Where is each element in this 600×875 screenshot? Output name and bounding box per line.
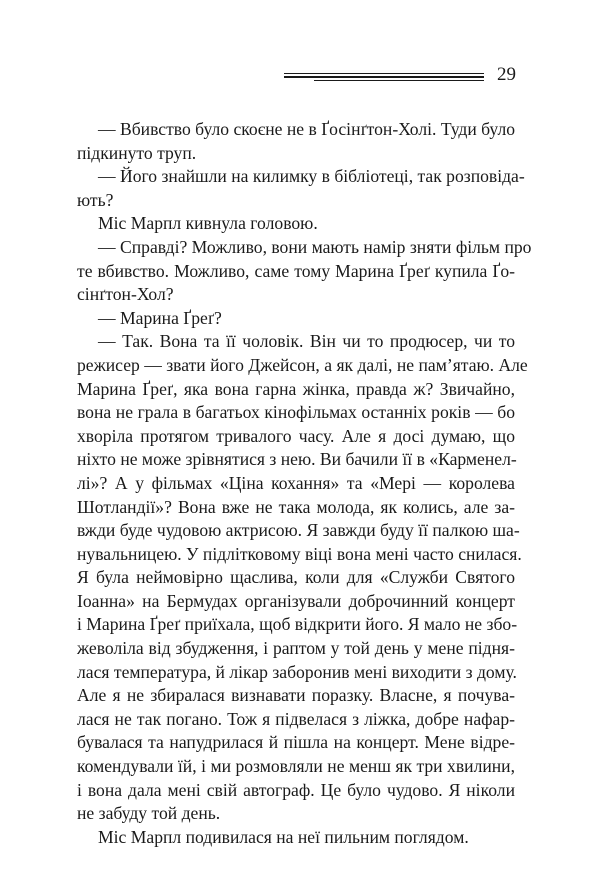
text-line: підкинуто труп. — [77, 142, 197, 163]
text-line: режисер — звати його Джейсон, а як далі, не пам’ятаю. Але — [77, 354, 528, 375]
text-line: — Його знайшли на килимку в бібліотеці, так розповіда- — [98, 166, 525, 187]
text-line: Марина Ґреґ, яка вона гарна жінка, правда ж? Звичайно, — [77, 378, 515, 399]
text-line: Міс Марпл подивилася на неї пильним поглядом. — [98, 826, 469, 847]
text-line: і вона дала мені свій автограф. Це було чудово. Я ніколи — [77, 779, 515, 800]
text-line: ніхто не може зрівнятися з нею. Ви бачили її в «Карменел- — [77, 449, 517, 470]
text-line: лася не так погано. Тож я підвелася з ліжка, добре нафар- — [77, 708, 515, 729]
text-line: ють? — [77, 189, 114, 210]
text-line: бувалася та напудрилася й пішла на концерт. Мене відре- — [77, 732, 515, 753]
text-line: те вбивство. Можливо, саме тому Марина Ґреґ купила Ґо- — [77, 260, 515, 281]
text-line: хворіла протягом тривалого часу. Але я досі думаю, що — [77, 425, 515, 446]
text-line: жеволіла від збудження, і раптом у той день у мене підня- — [77, 638, 515, 659]
page-header — [284, 62, 516, 88]
text-line: комендували їй, і ми розмовляли не менш як три хвилини, — [77, 756, 515, 777]
body-text — [77, 118, 532, 849]
text-line: лі»? А у фільмах «Ціна кохання» та «Мері — королева — [77, 472, 515, 493]
text-line: нувальницею. У підлітковому віці вона мені часто снилася. — [77, 543, 522, 564]
text-line: Але я не збиралася визнавати поразку. Власне, я почува- — [77, 685, 515, 706]
text-line: лася температура, й лікар заборонив мені виходити з дому. — [77, 661, 517, 682]
header-rule — [314, 80, 484, 81]
text-line: Шотландії»? Вона вже не така молода, як колись, але за- — [77, 496, 515, 517]
text-line: — Справді? Можливо, вони мають намір зняти фільм про — [98, 236, 532, 257]
text-line: Міс Марпл кивнула головою. — [98, 213, 318, 234]
header-rule — [284, 73, 484, 74]
page-number: 29 — [497, 64, 516, 85]
text-line: вона не грала в багатьох кінофільмах останніх років — бо — [77, 402, 515, 423]
text-line: Я була неймовірно щаслива, коли для «Служби Святого — [77, 567, 515, 588]
header-rule — [284, 76, 484, 78]
text-line: — Вбивство було скоєне не в Ґосінґтон-Холі. Туди було — [98, 119, 516, 139]
text-line: не забуду той день. — [77, 803, 221, 824]
text-line: вжди буде чудовою актрисою. Я завжди буду її палкою ша- — [77, 520, 520, 541]
text-line: — Так. Вона та її чоловік. Він чи то продюсер, чи то — [98, 331, 515, 352]
text-line: і Марина Ґреґ приїхала, щоб відкрити його. Я мало не збо- — [77, 614, 518, 635]
text-line: сінґтон-Хол? — [77, 284, 174, 305]
text-line: — Марина Ґреґ? — [98, 307, 222, 328]
text-line: Іоанна» на Бермудах організували доброчинний концерт — [77, 590, 515, 611]
